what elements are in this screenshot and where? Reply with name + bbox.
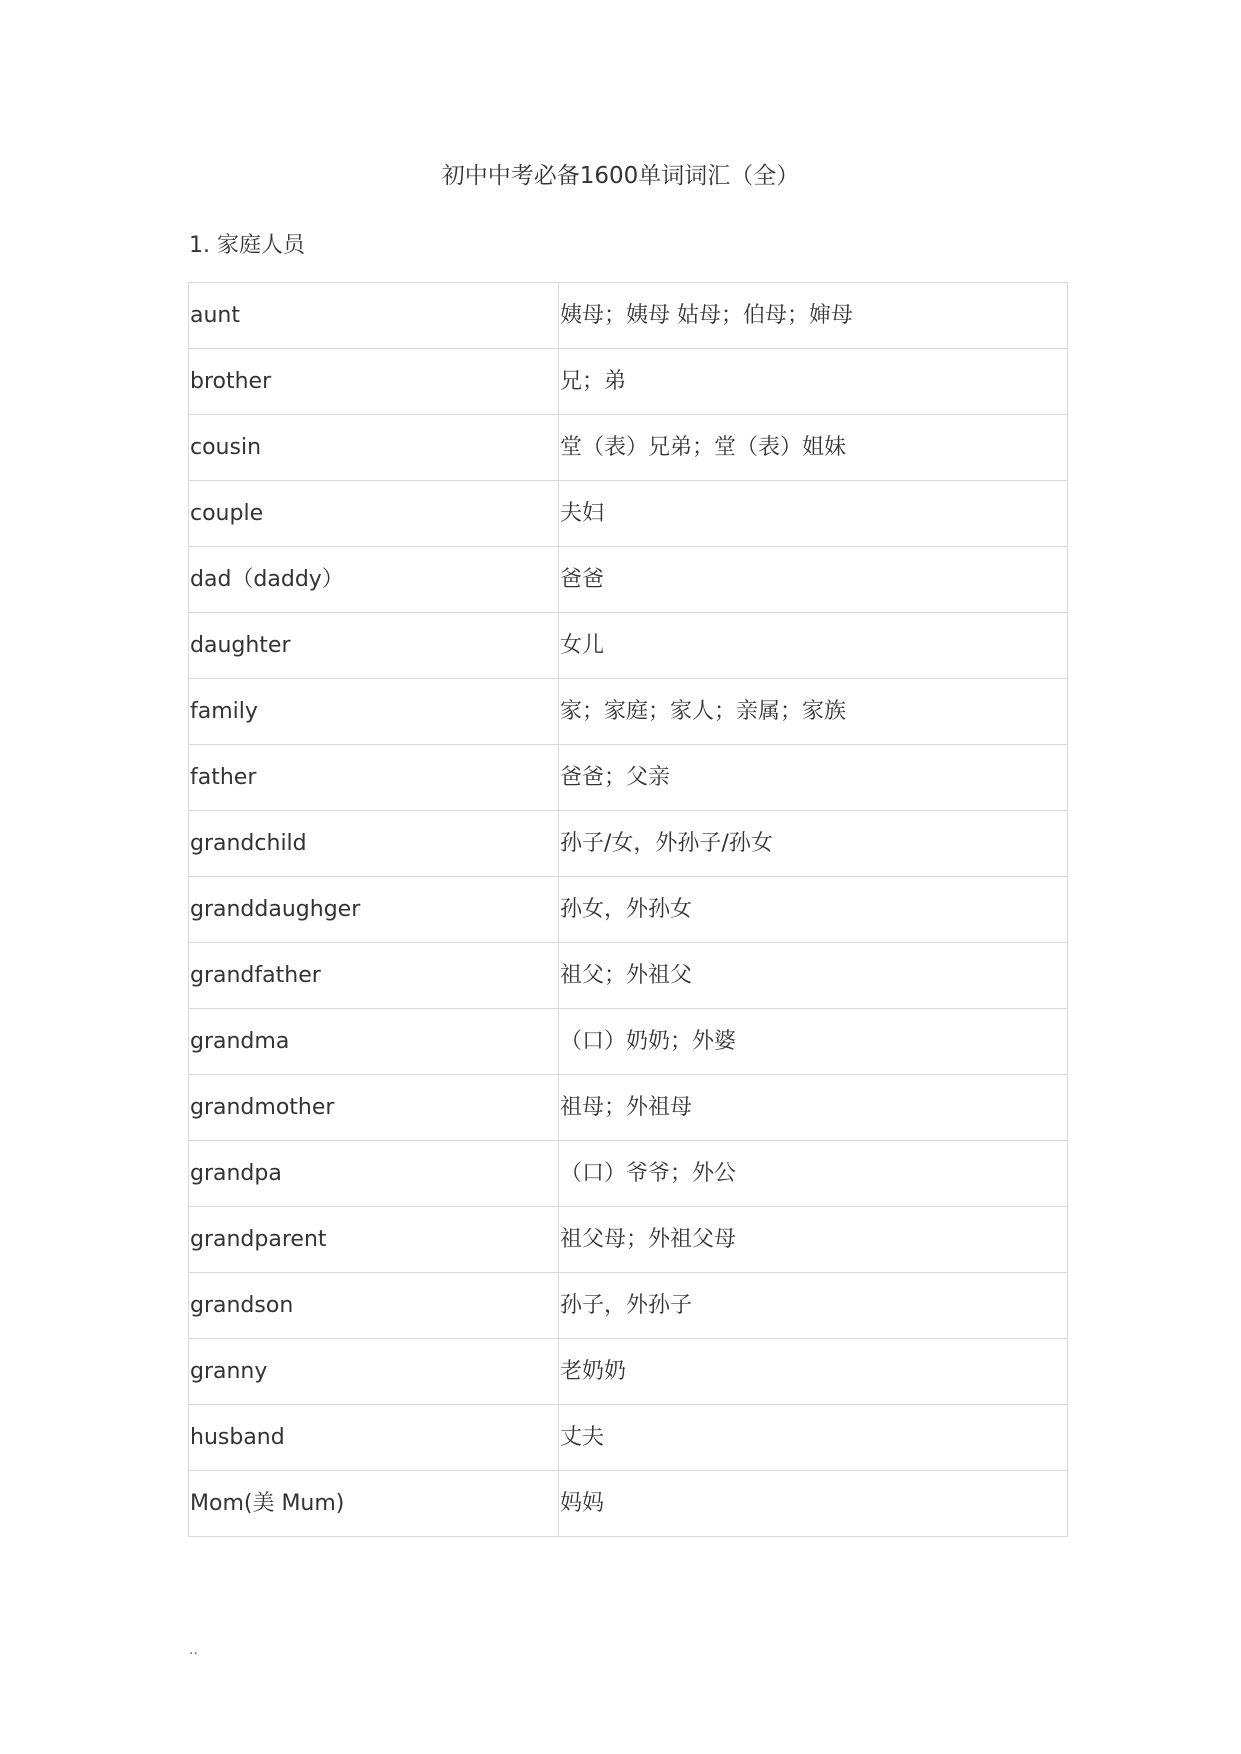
- table-row: [189, 745, 1068, 811]
- table-row: [189, 1009, 1068, 1075]
- meaning-cell: 丈夫: [559, 1405, 1068, 1471]
- word-cell: husband: [189, 1405, 559, 1471]
- meaning-cell: 夫妇: [559, 481, 1068, 547]
- meaning-cell: 孙女，外孙女: [559, 877, 1068, 943]
- table-row: [189, 1075, 1068, 1141]
- word-cell: grandson: [189, 1273, 559, 1339]
- table-row: [189, 1339, 1068, 1405]
- word-cell: daughter: [189, 613, 559, 679]
- meaning-cell: 祖母；外祖母: [559, 1075, 1068, 1141]
- word-cell: granny: [189, 1339, 559, 1405]
- table-row: [189, 1405, 1068, 1471]
- word-cell: cousin: [189, 415, 559, 481]
- word-cell: grandchild: [189, 811, 559, 877]
- word-cell: grandma: [189, 1009, 559, 1075]
- word-cell: granddaughger: [189, 877, 559, 943]
- meaning-cell: 祖父母；外祖父母: [559, 1207, 1068, 1273]
- word-cell: grandpa: [189, 1141, 559, 1207]
- word-cell: Mom(美 Mum): [189, 1471, 559, 1537]
- meaning-cell: 爸爸；父亲: [559, 745, 1068, 811]
- word-cell: family: [189, 679, 559, 745]
- meaning-cell: 老奶奶: [559, 1339, 1068, 1405]
- table-row: [189, 1207, 1068, 1273]
- meaning-cell: 姨母；姨母 姑母；伯母；婶母: [559, 283, 1068, 349]
- meaning-cell: 孙子/女，外孙子/孙女: [559, 811, 1068, 877]
- vocabulary-table-body: [189, 283, 1068, 1537]
- word-cell: aunt: [189, 283, 559, 349]
- table-row: [189, 547, 1068, 613]
- word-cell: couple: [189, 481, 559, 547]
- table-row: [189, 283, 1068, 349]
- table-row: [189, 349, 1068, 415]
- table-row: [189, 1141, 1068, 1207]
- meaning-cell: 堂（表）兄弟；堂（表）姐妹: [559, 415, 1068, 481]
- meaning-cell: 爸爸: [559, 547, 1068, 613]
- meaning-cell: 家；家庭；家人；亲属；家族: [559, 679, 1068, 745]
- table-row: [189, 1273, 1068, 1339]
- section-heading: 1. 家庭人员: [189, 233, 305, 258]
- word-cell: grandparent: [189, 1207, 559, 1273]
- meaning-cell: 孙子，外孙子: [559, 1273, 1068, 1339]
- table-row: [189, 811, 1068, 877]
- meaning-cell: （口）奶奶；外婆: [559, 1009, 1068, 1075]
- meaning-cell: 兄；弟: [559, 349, 1068, 415]
- word-cell: dad（daddy）: [189, 547, 559, 613]
- table-row: [189, 679, 1068, 745]
- meaning-cell: 女儿: [559, 613, 1068, 679]
- word-cell: grandmother: [189, 1075, 559, 1141]
- table-row: [189, 943, 1068, 1009]
- table-row: [189, 481, 1068, 547]
- table-row: [189, 877, 1068, 943]
- footer-mark: ..: [189, 1642, 198, 1658]
- vocabulary-table: [188, 282, 1068, 1537]
- word-cell: grandfather: [189, 943, 559, 1009]
- word-cell: brother: [189, 349, 559, 415]
- table-row: [189, 613, 1068, 679]
- table-row: [189, 415, 1068, 481]
- meaning-cell: 祖父；外祖父: [559, 943, 1068, 1009]
- meaning-cell: （口）爷爷；外公: [559, 1141, 1068, 1207]
- word-cell: father: [189, 745, 559, 811]
- meaning-cell: 妈妈: [559, 1471, 1068, 1537]
- table-row: [189, 1471, 1068, 1537]
- page-title: 初中中考必备1600单词词汇（全）: [441, 163, 800, 189]
